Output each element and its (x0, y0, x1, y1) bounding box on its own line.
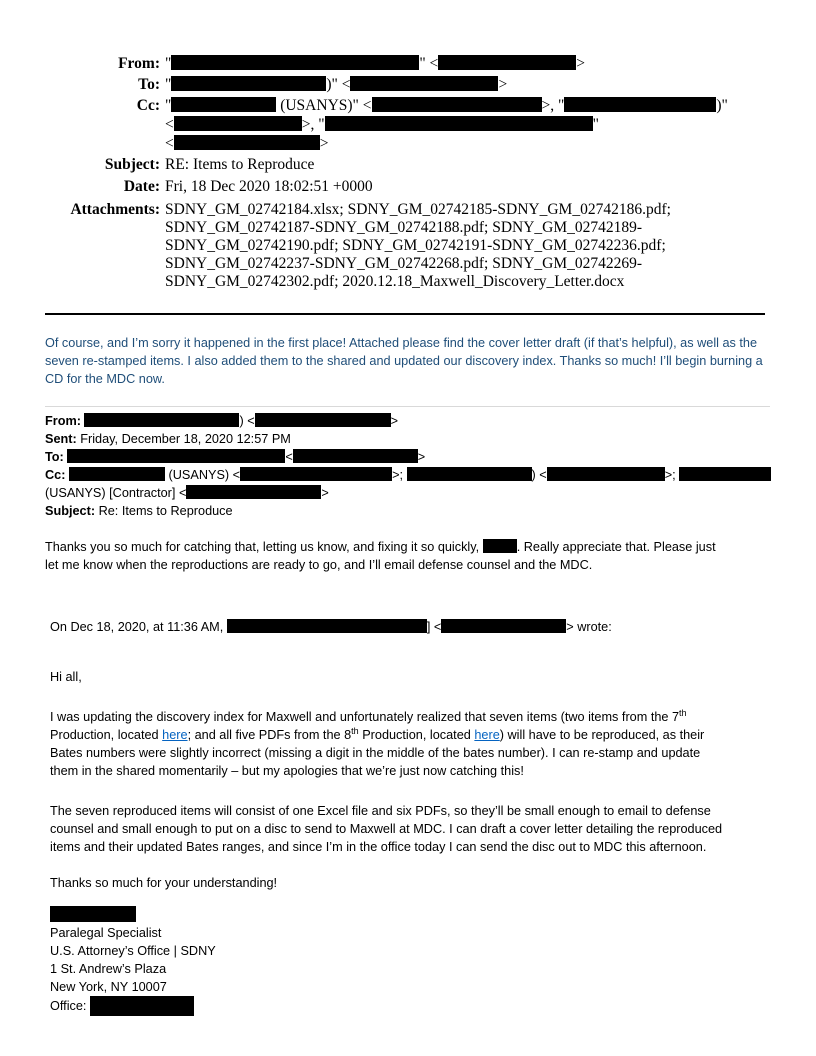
cc-usanys-text: (USANYS) (280, 97, 353, 114)
fwd-subject-value: Re: Items to Reproduce (98, 504, 233, 518)
thanks-paragraph (45, 538, 770, 574)
fwd-to-label: To: (45, 450, 64, 464)
attachment-line: SDNY_GM_02742190.pdf; SDNY_GM_02742191-SDNY_GM_02742236.pdf; (165, 237, 666, 254)
signature-block (50, 906, 216, 1016)
redaction (174, 116, 302, 131)
redaction (50, 906, 136, 922)
quote-divider (45, 406, 770, 407)
fwd-from-row: From: ) < > (45, 414, 399, 428)
redaction (186, 485, 321, 499)
attachments-list (165, 201, 671, 291)
redaction (67, 449, 285, 463)
redaction (171, 76, 326, 91)
fwd-cc-contractor: (USANYS) [Contractor] < (45, 486, 187, 500)
fwd-subject-row (45, 502, 233, 520)
redaction (293, 449, 418, 463)
redaction (227, 619, 427, 633)
body1-line3: Bates numbers were slightly incorrect (missing a digit in the middle of the bates number). I can re-stamp and update (50, 746, 701, 760)
attachment-line: SDNY_GM_02742302.pdf; 2020.12.18_Maxwell_Discovery_Letter.docx (165, 273, 625, 290)
body-paragraph-2 (50, 802, 790, 856)
redaction (350, 76, 498, 91)
body2-line: counsel and small enough to put on a disc to send to Maxwell at MDC. I can draft a cover letter detailing the reproduced (50, 822, 723, 836)
redaction (564, 97, 716, 112)
fwd-cc-row2: (USANYS) [Contractor] < > (45, 486, 329, 500)
fwd-sent-label: Sent: (45, 432, 77, 446)
redaction (171, 97, 276, 112)
header-cc-value-line2: < >, " " (165, 116, 599, 133)
redaction (325, 116, 593, 131)
redaction (438, 55, 576, 70)
redaction (679, 467, 771, 481)
redaction (483, 539, 517, 553)
header-cc-value-line1: " (USANYS)" < >, " )" (165, 97, 728, 114)
redaction (69, 467, 165, 481)
signature-phone-row: Office: (50, 996, 216, 1016)
attachment-line: SDNY_GM_02742184.xlsx; SDNY_GM_02742185-SDNY_GM_02742186.pdf; (165, 201, 671, 218)
redaction (171, 55, 419, 70)
body1-line1: I was updating the discovery index for Maxwell and unfortunately realized that seven items (two items from the 7th (50, 707, 687, 724)
fwd-cc-row: Cc: (USANYS) < >; ) < >; (45, 466, 771, 484)
header-to-value: " )" < > (165, 76, 508, 93)
header-cc-label: Cc: (136, 97, 160, 114)
redaction (441, 619, 566, 633)
header-divider (45, 313, 765, 315)
signature-office: U.S. Attorney’s Office | SDNY (50, 944, 216, 958)
fwd-sent-row (45, 430, 291, 448)
attachment-line: SDNY_GM_02742237-SDNY_GM_02742268.pdf; SDNY_GM_02742269- (165, 255, 643, 272)
header-date-label: Date: (123, 178, 160, 195)
production-7-link[interactable]: here (162, 728, 188, 742)
header-subject-label: Subject: (104, 156, 160, 173)
production-8-link[interactable]: here (474, 728, 500, 742)
redaction (255, 413, 391, 427)
redaction (240, 467, 392, 481)
signature-name-redacted (50, 906, 216, 924)
fwd-cc-usanys: (USANYS) < (168, 468, 241, 482)
body1-line4: them in the shared momentarily – but my apologies that we’re just now catching this! (50, 764, 524, 778)
fwd-to-row: To: < > (45, 450, 426, 464)
redaction (90, 996, 194, 1016)
thanks-line2: let me know when the reproductions are ready to go, and I’ll email defense counsel and the MDC. (45, 558, 593, 572)
signature-title: Paralegal Specialist (50, 926, 162, 940)
redaction (174, 135, 320, 150)
greeting: Hi all, (50, 670, 82, 684)
closing: Thanks so much for your understanding! (50, 876, 278, 890)
thanks-line1: Thanks you so much for catching that, letting us know, and fixing it so quickly, . Really appreciate that. Please just (45, 540, 716, 554)
header-attachments-label: Attachments: (70, 201, 160, 218)
fwd-sent-value: Friday, December 18, 2020 12:57 PM (80, 432, 291, 446)
header-cc-value-line3: < > (165, 135, 329, 152)
fwd-subject-label: Subject: (45, 504, 96, 518)
reply-body: Of course, and I’m sorry it happened in the first place! Attached please find the cover letter draft (if that’s helpful), as well as the seven re-stamped items. I also added them to the shared and updated our discovery index. Thanks so much! I’ll begin burning a CD for the MDC now. (45, 336, 763, 386)
redaction (407, 467, 532, 481)
header-from-label: From: (118, 55, 160, 72)
signature-address1: 1 St. Andrew’s Plaza (50, 962, 167, 976)
attachment-line: SDNY_GM_02742187-SDNY_GM_02742188.pdf; SDNY_GM_02742189- (165, 219, 643, 236)
signature-address2: New York, NY 10007 (50, 980, 167, 994)
quote-intro: On Dec 18, 2020, at 11:36 AM, ] < > wrote: (50, 620, 612, 634)
fwd-from-label: From: (45, 414, 81, 428)
body-paragraph-1 (50, 708, 780, 780)
body2-line: items and their updated Bates ranges, and since I’m in the office today I can send the disc out to MDC this afternoon. (50, 840, 707, 854)
header-to-label: To: (138, 76, 160, 93)
body2-line: The seven reproduced items will consist of one Excel file and six PDFs, so they’ll be small enough to email to defense (50, 804, 711, 818)
body1-line2: Production, located here; and all five PDFs from the 8th Production, located here) will have to be reproduced, as their (50, 725, 705, 742)
fwd-cc-label: Cc: (45, 468, 66, 482)
header-subject-value: RE: Items to Reproduce (165, 156, 315, 173)
header-from-value: " " < > (165, 55, 586, 72)
header-date-value: Fri, 18 Dec 2020 18:02:51 +0000 (165, 178, 373, 195)
redaction (372, 97, 542, 112)
redaction (84, 413, 239, 427)
redaction (547, 467, 665, 481)
